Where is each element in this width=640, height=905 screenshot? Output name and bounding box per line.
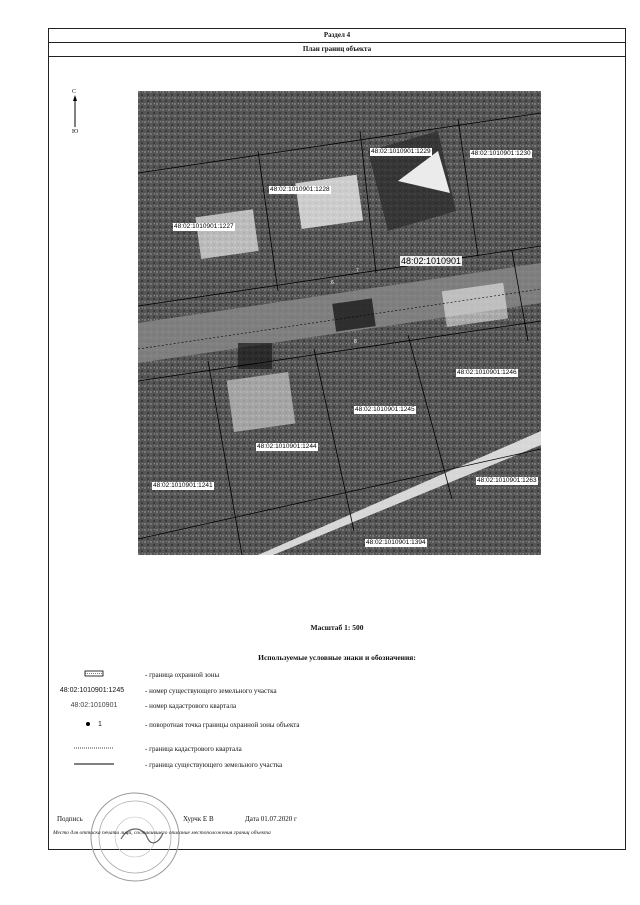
parcel-label: 48:02:1010901:1241	[153, 482, 213, 489]
turn-point-icon	[86, 722, 90, 726]
legend-text: - номер существующего земельного участка	[145, 687, 277, 695]
parcel-label: 48:02:1010901:1263	[477, 477, 537, 484]
signer-name: Хурчк Е В	[183, 815, 214, 823]
stamp-note: Место для оттиска печати лица, составившего описание местоположения границ объекта	[53, 830, 271, 836]
parcel-label: 48:02:1010901:1228	[270, 186, 330, 193]
legend-text: - номер кадастрового квартала	[145, 702, 237, 710]
turn-point-label: 8	[354, 339, 357, 345]
legend-row	[49, 719, 625, 731]
legend-text: - граница кадастрового квартала	[145, 745, 242, 753]
turn-point-number: 1	[98, 721, 102, 728]
parcel-label: 48:02:1010901:1245	[355, 406, 415, 413]
signature-label: Подпись	[57, 815, 83, 823]
legend-symbol	[53, 743, 135, 755]
legend-symbol	[53, 759, 135, 771]
scale-label: Масштаб 1: 500	[310, 623, 364, 632]
legend-text: - граница охранной зоны	[145, 671, 220, 679]
legend-symbol	[53, 719, 135, 731]
aerial-map[interactable]	[138, 91, 541, 555]
parcel-boundary-icon	[74, 761, 114, 767]
quarter-label: 48:02:1010901	[401, 256, 462, 266]
legend-row	[49, 759, 625, 771]
quarter-boundary-icon	[74, 745, 114, 751]
north-arrow	[72, 89, 84, 137]
section-header: Раздел 4	[49, 29, 625, 43]
turn-point-label: 6	[331, 280, 334, 286]
seal-stamp-icon	[89, 791, 181, 883]
legend-symbol: 48:02:1010901:1245	[59, 687, 125, 694]
legend-title: Используемые условные знаки и обозначения:	[258, 653, 416, 662]
legend-row	[49, 743, 625, 755]
parcel-label: 48:02:1010901:1394	[366, 539, 426, 546]
legend-symbol: 48:02:1010901	[70, 702, 118, 709]
legend-text: - поворотная точка границы охранной зоны объекта	[145, 721, 300, 729]
south-label: Ю	[72, 129, 79, 135]
document-frame	[48, 28, 626, 850]
parcel-label: 48:02:1010901:1246	[457, 369, 517, 376]
north-label: С	[72, 89, 77, 95]
parcel-label: 48:02:1010901:1230	[471, 150, 531, 157]
legend-text: - граница существующего земельного участка	[145, 761, 283, 769]
plan-title: План границ объекта	[49, 43, 625, 57]
legend-row	[49, 685, 625, 697]
parcel-label: 48:02:1010901:1229	[371, 148, 431, 155]
parcel-label: 48:02:1010901:1244	[257, 443, 317, 450]
legend-row	[49, 700, 625, 712]
turn-point-label: 7	[356, 268, 359, 274]
signature-date: Дата 01.07.2020 г	[245, 815, 297, 823]
parcel-label: 48:02:1010901:1227	[174, 223, 234, 230]
protection-zone-icon	[84, 670, 104, 678]
legend-row	[49, 669, 625, 681]
legend-symbol	[53, 669, 135, 681]
